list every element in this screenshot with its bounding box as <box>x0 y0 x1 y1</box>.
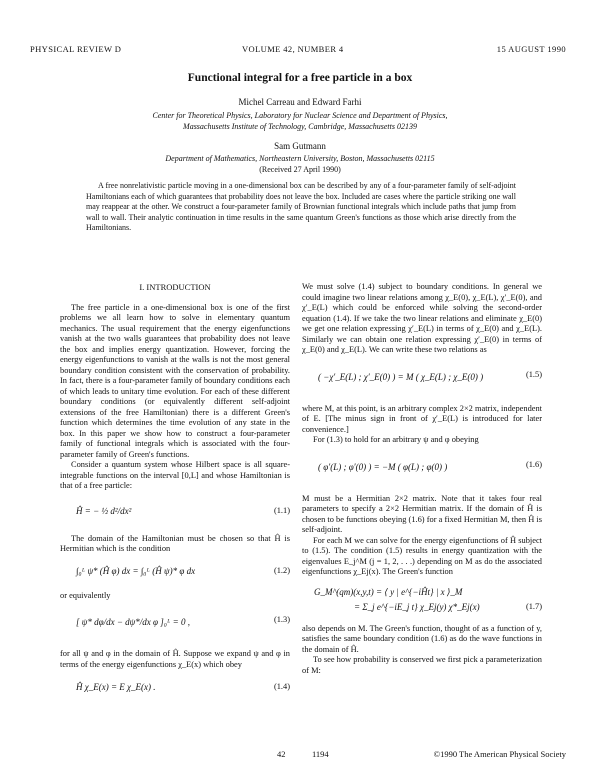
paper-title: Functional integral for a free particle in a box <box>187 72 413 84</box>
equation-1-7-line-1: G_M^(qm)(x,y,t) = ⟨ y | e^{−iĤt} | x ⟩_M <box>314 586 463 597</box>
affiliation-2: Department of Mathematics, Northeastern University, Boston, Massachusetts 02115 <box>165 154 435 163</box>
page-number: 1194 <box>312 749 329 759</box>
section-title: I. INTRODUCTION <box>139 282 211 292</box>
equation-1-3 <box>60 607 290 643</box>
equation-1-5-number: (1.5) <box>525 369 542 379</box>
equation-1-5 <box>302 362 542 398</box>
volume-number: VOLUME 42, NUMBER 4 <box>242 44 344 54</box>
equation-1-6-number: (1.6) <box>525 459 542 469</box>
affiliation-1-line-2: Massachusetts Institute of Technology, Cambridge, Massachusetts 02139 <box>183 122 417 131</box>
equation-1-2 <box>60 561 290 585</box>
right-paragraph-6: also depends on M. The Green's function, thought of as a function of y, satisfies the same boundary condition (1.6) as do the wave functions in the domain of Ĥ. <box>302 623 542 654</box>
equation-1-6 <box>302 452 542 488</box>
equation-1-4-number: (1.4) <box>273 682 290 691</box>
authors-group-1: Michel Carreau and Edward Farhi <box>238 97 362 107</box>
equation-1-4-body: Ĥ χ_E(x) = E χ_E(x) . <box>76 682 156 692</box>
intro-paragraph-3: The domain of the Hamiltonian must be chosen so that Ĥ is Hermitian which is the condition <box>60 533 290 553</box>
issue-date: 15 AUGUST 1990 <box>496 44 566 54</box>
right-paragraph-2: where M, at this point, is an arbitrary complex 2×2 matrix, independent of E. [The minus sign in front of χ′_E(L) is introduced for later convenience.] <box>302 403 542 434</box>
right-paragraph-3: For (1.3) to hold for an arbitrary ψ and φ obeying <box>313 435 479 444</box>
equation-1-1 <box>60 498 290 528</box>
equation-1-2-body: ∫₀ᴸ ψ* (Ĥ φ) dx = ∫₀ᴸ (Ĥ ψ)* φ dx <box>76 565 196 576</box>
authors-group-2: Sam Gutmann <box>274 141 326 151</box>
right-paragraph-5: For each M we can solve for the energy eigenfunctions of Ĥ subject to (1.5). The condition (1.5) results in energy quantization with the eigenvalues E_j^M (j = 1, 2, . . .) depending on M as do the associated eigenfunctions χ_Ej(x). The Green's function <box>302 535 542 576</box>
right-paragraph-7: To see how probability is conserved we first pick a parameterization of M: <box>302 655 542 675</box>
equation-1-3-body: [ ψ* dφ/dx − dψ*/dx φ ]₀ᴸ = 0 , <box>76 617 191 627</box>
affiliation-1-line-1: Center for Theoretical Physics, Laboratory for Nuclear Science and Department of Physics, <box>152 111 448 120</box>
copyright: ©1990 The American Physical Society <box>433 749 566 759</box>
equation-1-7-number: (1.7) <box>525 601 542 611</box>
intro-paragraph-4: or equivalently <box>60 590 111 600</box>
left-column <box>60 282 290 704</box>
equation-1-2-number: (1.2) <box>273 565 290 575</box>
equation-1-1-body: Ĥ = − ½ d²/dx² <box>76 505 132 516</box>
equation-1-7-line-2: = Σ_j e^{−iE_j t} χ_Ej(y) χ*_Ej(x) <box>354 601 480 612</box>
intro-paragraph-5: for all ψ and φ in the domain of Ĥ. Suppose we expand ψ and φ in terms of the energy eigenfunctions χ_E(x) which obey <box>60 649 290 669</box>
equation-1-5-body: ( −χ′_E(L) ; χ′_E(0) ) = M ( χ_E(L) ; χ_E(0) ) <box>318 371 484 382</box>
intro-paragraph-1: The free particle in a one-dimensional box is one of the first problems we all learn how to solve in elementary quantum mechanics. The usual requirement that the energy eigenfunctions vanish at the two walls guarantees that probability does not leave the box and implies energy quantization. However, forcing the energy eigenfunctions to vanish at the walls is not the most general boundary condition consistent with the conservation of probability. In fact, there is a four-parameter family of boundary conditions each of which leads to unitary time evolution. For each of these different boundary conditions (or equivalently different self-adjoint extensions of the free Hamiltonian) there is a different Green's function which determines the time evolution of any state in the box. In this paper we show how to construct a four-parameter family of functional integrals which is associated with the four-parameter family of Green's functions. <box>60 302 290 459</box>
right-paragraph-4: M must be a Hermitian 2×2 matrix. Note that it takes four real parameters to specify a 2×2 Hermitian matrix. If the domain of Ĥ is chosen to be functions obeying (1.6) for a fixed Hermitian M, then Ĥ is self-adjoint. <box>302 493 542 534</box>
equation-1-4 <box>60 676 290 698</box>
equation-1-1-number: (1.1) <box>273 505 290 515</box>
affiliation-1 <box>60 110 540 132</box>
intro-paragraph-2: Consider a quantum system whose Hilbert space is all square-integrable functions on the interval [0,L] and whose Hamiltonian is that of a free particle: <box>60 460 290 490</box>
equation-1-7 <box>302 584 542 618</box>
journal-name: PHYSICAL REVIEW D <box>30 44 122 54</box>
received-date: (Received 27 April 1990) <box>259 165 341 174</box>
equation-1-3-number: (1.3) <box>273 615 290 624</box>
equation-1-6-body: ( φ′(L) ; φ′(0) ) = −M ( φ(L) ; φ(0) ) <box>318 461 448 472</box>
right-column <box>302 282 542 676</box>
footer-volume: 42 <box>277 749 286 759</box>
right-paragraph-1: We must solve (1.4) subject to boundary conditions. In general we could imagine two linear relations among χ_E(0), χ_E(L), χ′_E(0), and χ′_E(L) which could be enforced while solving the second-order equation (1.4). If we take the two linear relations and eliminate χ_E(0) we get one relation expressing χ′_E(L) in terms of χ_E(0) and χ_E(L). Similarly we can obtain one relation expressing χ′_E(0) in terms of χ_E(0) and χ_E(L). We can write these two relations as <box>302 282 542 354</box>
abstract: A free nonrelativistic particle moving in a one-dimensional box can be described by any of a four-parameter family of self-adjoint Hamiltonians each of which guarantees that probability does not leave the box. Included are cases where the particle striking one wall may reappear at the other. We construct a four-parameter family of Brownian functional integrals which include paths that jump from wall to wall. Their analytic continuation in time results in the same quantum Green's functions as those which arise directly from the Hamiltonians. <box>86 181 516 233</box>
